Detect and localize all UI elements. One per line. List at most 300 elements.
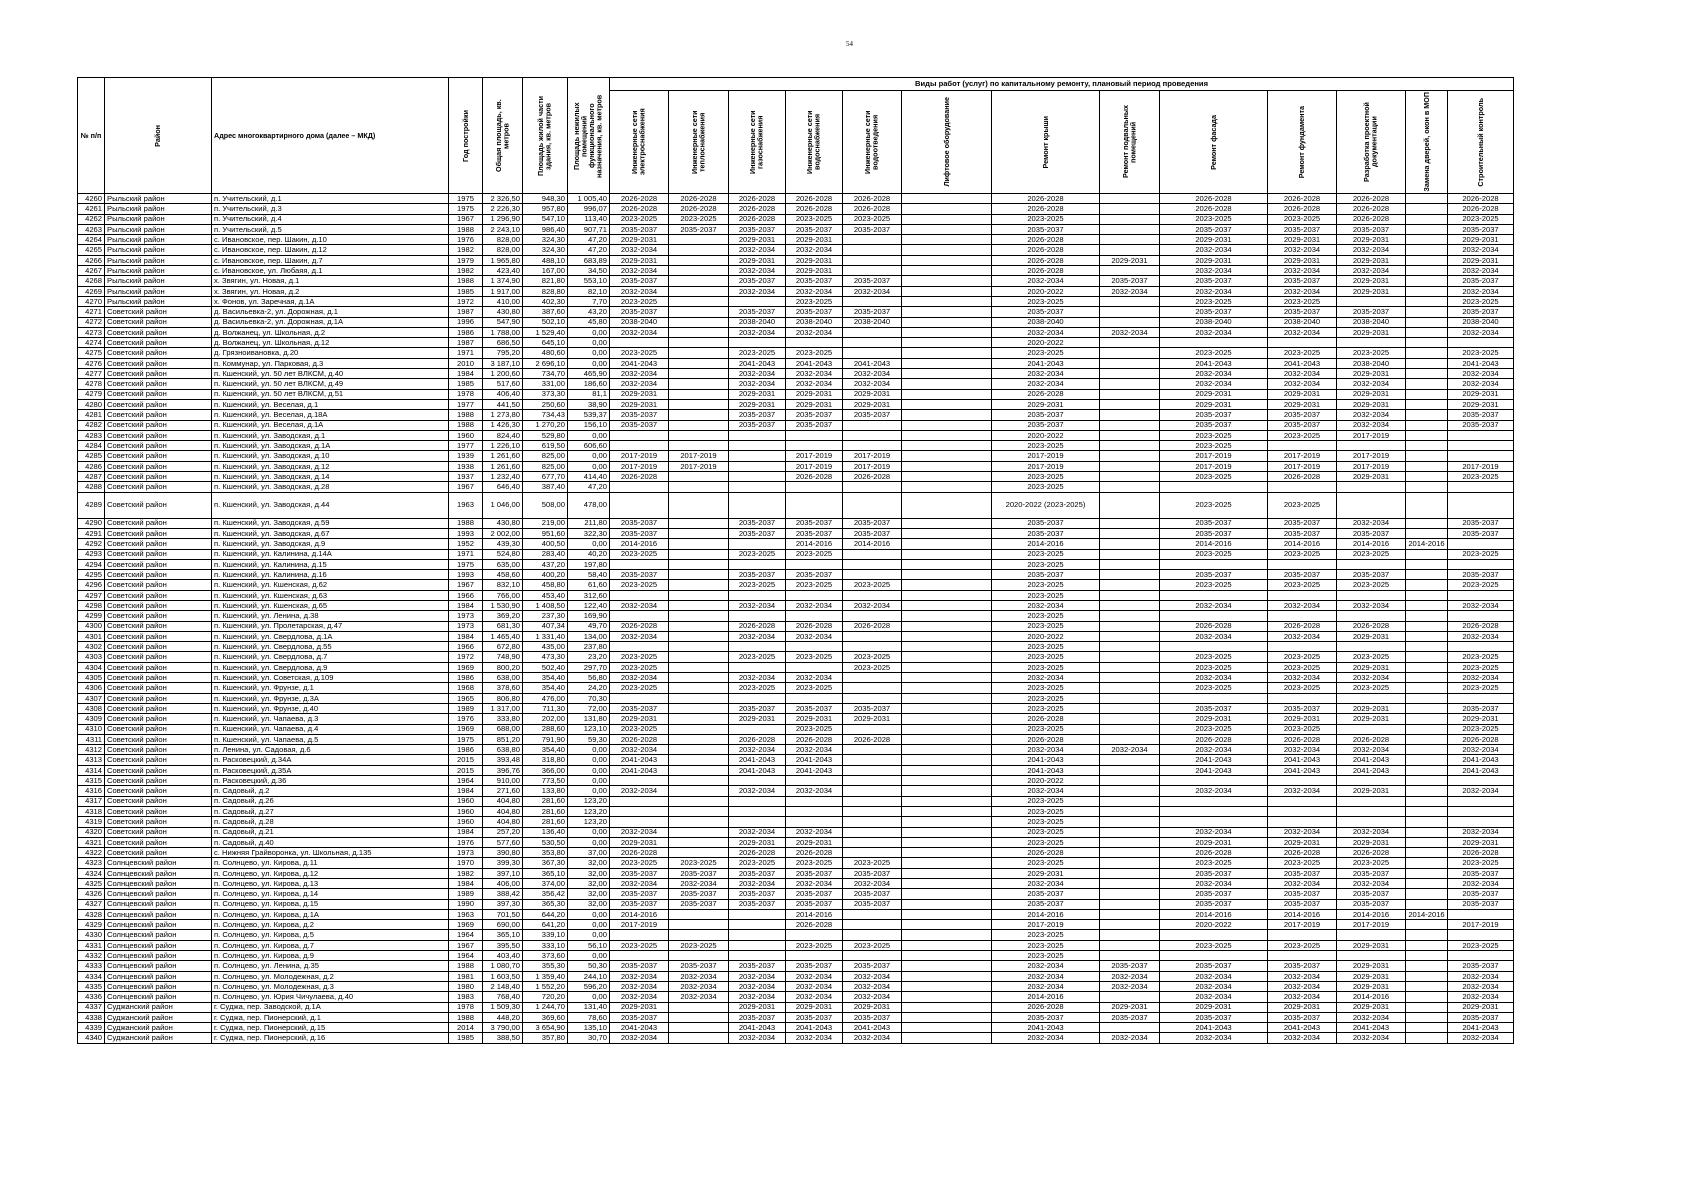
nonliving-area: 0,00 bbox=[568, 461, 610, 471]
table-row bbox=[78, 755, 1514, 765]
work-period bbox=[1448, 796, 1514, 806]
row-number: 4281 bbox=[78, 410, 105, 420]
nonliving-area: 0,00 bbox=[568, 430, 610, 440]
work-period: 2032-2034 bbox=[610, 981, 669, 991]
work-period: 2023-2025 bbox=[729, 580, 786, 590]
build-year: 1977 bbox=[449, 441, 483, 451]
work-period bbox=[1406, 971, 1448, 981]
table-row bbox=[78, 482, 1514, 492]
work-period bbox=[729, 461, 786, 471]
work-period bbox=[1100, 420, 1160, 430]
work-period bbox=[902, 714, 992, 724]
work-period bbox=[1100, 611, 1160, 621]
total-area: 672,80 bbox=[483, 642, 523, 652]
work-period: 2023-2025 bbox=[786, 858, 843, 868]
row-number: 4273 bbox=[78, 327, 105, 337]
living-area: 529,80 bbox=[523, 430, 568, 440]
total-area: 635,00 bbox=[483, 559, 523, 569]
living-area: 734,70 bbox=[523, 369, 568, 379]
work-period: 2035-2037 bbox=[610, 889, 669, 899]
district: Рыльский район bbox=[105, 204, 212, 214]
row-number: 4296 bbox=[78, 580, 105, 590]
nonliving-area: 56,80 bbox=[568, 673, 610, 683]
living-area: 219,00 bbox=[523, 518, 568, 528]
total-area: 423,40 bbox=[483, 266, 523, 276]
build-year: 1960 bbox=[449, 817, 483, 827]
nonliving-area: 0,00 bbox=[568, 348, 610, 358]
work-period: 2020-2022 bbox=[992, 286, 1100, 296]
work-period: 2038-2040 bbox=[786, 317, 843, 327]
work-period bbox=[1406, 662, 1448, 672]
living-area: 828,80 bbox=[523, 286, 568, 296]
work-period bbox=[669, 837, 729, 847]
nonliving-area: 135,10 bbox=[568, 1023, 610, 1033]
work-period bbox=[669, 1012, 729, 1022]
row-number: 4316 bbox=[78, 786, 105, 796]
work-period: 2032-2034 bbox=[669, 981, 729, 991]
work-period bbox=[1406, 621, 1448, 631]
build-year: 1976 bbox=[449, 837, 483, 847]
work-period bbox=[786, 662, 843, 672]
table-row bbox=[78, 971, 1514, 981]
work-period: 2023-2025 bbox=[992, 827, 1100, 837]
address: с. Нижняя Грайворонка, ул. Школьная, д.135 bbox=[212, 848, 449, 858]
row-number: 4335 bbox=[78, 981, 105, 991]
work-period: 2035-2037 bbox=[1160, 307, 1268, 317]
work-period: 2026-2028 bbox=[992, 848, 1100, 858]
nonliving-area: 72,00 bbox=[568, 703, 610, 713]
living-area: 354,40 bbox=[523, 683, 568, 693]
work-period: 2035-2037 bbox=[1337, 899, 1406, 909]
total-area: 806,80 bbox=[483, 693, 523, 703]
work-period: 2032-2034 bbox=[1100, 745, 1160, 755]
work-period bbox=[669, 631, 729, 641]
work-period bbox=[1100, 580, 1160, 590]
work-period bbox=[1268, 441, 1337, 451]
row-number: 4285 bbox=[78, 451, 105, 461]
work-period bbox=[1100, 683, 1160, 693]
work-period bbox=[1337, 590, 1406, 600]
work-period: 2026-2028 bbox=[992, 714, 1100, 724]
work-period: 2023-2025 bbox=[669, 940, 729, 950]
col-header-nonliving-area: Площадь нежилых помещений функционального назначения, кв. метров bbox=[568, 78, 610, 194]
total-area: 701,50 bbox=[483, 909, 523, 919]
build-year: 1984 bbox=[449, 600, 483, 610]
col-header-work-10: Разработка проектной документации bbox=[1337, 91, 1406, 194]
work-period: 2014-2016 bbox=[1268, 539, 1337, 549]
total-area: 378,60 bbox=[483, 683, 523, 693]
work-period: 2020-2022 bbox=[992, 776, 1100, 786]
row-number: 4311 bbox=[78, 734, 105, 744]
work-period: 2038-2040 bbox=[729, 317, 786, 327]
build-year: 1976 bbox=[449, 714, 483, 724]
living-area: 3 654,90 bbox=[523, 1023, 568, 1033]
work-period: 2029-2031 bbox=[1337, 255, 1406, 265]
work-period: 2023-2025 bbox=[992, 348, 1100, 358]
address: п. Садовый, д.40 bbox=[212, 837, 449, 847]
work-period: 2032-2034 bbox=[1160, 245, 1268, 255]
work-period: 2029-2031 bbox=[610, 837, 669, 847]
work-period: 2023-2025 bbox=[1268, 492, 1337, 518]
build-year: 1993 bbox=[449, 528, 483, 538]
work-period bbox=[729, 482, 786, 492]
build-year: 1938 bbox=[449, 461, 483, 471]
living-area: 355,30 bbox=[523, 961, 568, 971]
work-period bbox=[669, 920, 729, 930]
work-period: 2026-2028 bbox=[1160, 204, 1268, 214]
row-number: 4260 bbox=[78, 194, 105, 204]
work-period bbox=[1100, 755, 1160, 765]
work-period bbox=[1100, 369, 1160, 379]
work-period bbox=[1160, 693, 1268, 703]
work-period: 2017-2019 bbox=[786, 451, 843, 461]
work-period bbox=[669, 724, 729, 734]
address: п. Кшенский, ул. Веселая, д.1А bbox=[212, 420, 449, 430]
total-area: 1 080,70 bbox=[483, 961, 523, 971]
work-period bbox=[786, 796, 843, 806]
table-row bbox=[78, 837, 1514, 847]
nonliving-area: 49,70 bbox=[568, 621, 610, 631]
nonliving-area: 122,40 bbox=[568, 600, 610, 610]
work-period bbox=[1100, 817, 1160, 827]
work-period: 2023-2025 bbox=[1448, 662, 1514, 672]
work-period bbox=[902, 930, 992, 940]
work-period: 2035-2037 bbox=[786, 961, 843, 971]
work-period: 2035-2037 bbox=[1268, 899, 1337, 909]
nonliving-area: 907,71 bbox=[568, 224, 610, 234]
work-period: 2035-2037 bbox=[729, 570, 786, 580]
build-year: 1989 bbox=[449, 889, 483, 899]
district: Советский район bbox=[105, 549, 212, 559]
work-period bbox=[729, 920, 786, 930]
table-row bbox=[78, 745, 1514, 755]
row-number: 4336 bbox=[78, 992, 105, 1002]
district: Советский район bbox=[105, 451, 212, 461]
work-period bbox=[1100, 858, 1160, 868]
work-period: 2041-2043 bbox=[1448, 358, 1514, 368]
nonliving-area: 0,00 bbox=[568, 539, 610, 549]
work-period bbox=[1100, 1023, 1160, 1033]
work-period: 2032-2034 bbox=[992, 327, 1100, 337]
work-period: 2014-2016 bbox=[1337, 539, 1406, 549]
nonliving-area: 596,20 bbox=[568, 981, 610, 991]
work-period: 2032-2034 bbox=[610, 786, 669, 796]
work-period: 2017-2019 bbox=[669, 461, 729, 471]
row-number: 4338 bbox=[78, 1012, 105, 1022]
work-period: 2023-2025 bbox=[992, 796, 1100, 806]
work-period bbox=[669, 266, 729, 276]
work-period: 2035-2037 bbox=[729, 518, 786, 528]
table-row bbox=[78, 276, 1514, 286]
work-period: 2032-2034 bbox=[610, 369, 669, 379]
district: Солнцевский район bbox=[105, 951, 212, 961]
living-area: 821,80 bbox=[523, 276, 568, 286]
work-period bbox=[1406, 642, 1448, 652]
work-period bbox=[902, 1023, 992, 1033]
work-period: 2035-2037 bbox=[992, 410, 1100, 420]
row-number: 4319 bbox=[78, 817, 105, 827]
work-period: 2035-2037 bbox=[1448, 276, 1514, 286]
work-period bbox=[1100, 889, 1160, 899]
address: п. Кшенский, ул. Заводская, д.10 bbox=[212, 451, 449, 461]
work-period: 2029-2031 bbox=[1337, 703, 1406, 713]
nonliving-area: 123,20 bbox=[568, 817, 610, 827]
row-number: 4340 bbox=[78, 1033, 105, 1043]
table-row bbox=[78, 951, 1514, 961]
district: Солнцевский район bbox=[105, 858, 212, 868]
work-period: 2035-2037 bbox=[1448, 528, 1514, 538]
work-period: 2029-2031 bbox=[992, 399, 1100, 409]
work-period: 2023-2025 bbox=[1160, 652, 1268, 662]
work-period bbox=[669, 296, 729, 306]
work-period: 2029-2031 bbox=[1337, 369, 1406, 379]
work-period bbox=[669, 245, 729, 255]
work-period bbox=[669, 317, 729, 327]
work-period bbox=[1100, 724, 1160, 734]
total-area: 1 261,60 bbox=[483, 461, 523, 471]
nonliving-area: 50,30 bbox=[568, 961, 610, 971]
table-row bbox=[78, 539, 1514, 549]
total-area: 2 243,10 bbox=[483, 224, 523, 234]
col-header-work-8: Ремонт фасада bbox=[1160, 91, 1268, 194]
living-area: 373,30 bbox=[523, 389, 568, 399]
work-period: 2032-2034 bbox=[1268, 879, 1337, 889]
total-area: 395,50 bbox=[483, 940, 523, 950]
work-period: 2029-2031 bbox=[1268, 255, 1337, 265]
row-number: 4280 bbox=[78, 399, 105, 409]
work-period: 2035-2037 bbox=[843, 703, 902, 713]
work-period: 2032-2034 bbox=[1100, 981, 1160, 991]
work-period bbox=[843, 642, 902, 652]
nonliving-area: 131,80 bbox=[568, 714, 610, 724]
district: Солнцевский район bbox=[105, 981, 212, 991]
work-period: 2041-2043 bbox=[729, 755, 786, 765]
work-period: 2032-2034 bbox=[1160, 286, 1268, 296]
nonliving-area: 322,30 bbox=[568, 528, 610, 538]
work-period bbox=[1160, 590, 1268, 600]
district: Советский район bbox=[105, 430, 212, 440]
work-period bbox=[1406, 255, 1448, 265]
total-area: 524,80 bbox=[483, 549, 523, 559]
district: Советский район bbox=[105, 492, 212, 518]
work-period: 2029-2031 bbox=[1448, 837, 1514, 847]
work-period bbox=[1406, 369, 1448, 379]
work-period: 2035-2037 bbox=[610, 224, 669, 234]
district: Советский район bbox=[105, 410, 212, 420]
table-row bbox=[78, 492, 1514, 518]
nonliving-area: 539,37 bbox=[568, 410, 610, 420]
row-number: 4294 bbox=[78, 559, 105, 569]
work-period: 2032-2034 bbox=[1448, 600, 1514, 610]
nonliving-area: 43,20 bbox=[568, 307, 610, 317]
living-area: 677,70 bbox=[523, 472, 568, 482]
work-period: 2041-2043 bbox=[1160, 1023, 1268, 1033]
total-area: 547,90 bbox=[483, 317, 523, 327]
work-period: 2032-2034 bbox=[1268, 673, 1337, 683]
work-period bbox=[902, 765, 992, 775]
work-period: 2029-2031 bbox=[1448, 235, 1514, 245]
row-number: 4331 bbox=[78, 940, 105, 950]
living-area: 437,20 bbox=[523, 559, 568, 569]
build-year: 1988 bbox=[449, 276, 483, 286]
work-period bbox=[1406, 899, 1448, 909]
work-period: 2023-2025 bbox=[992, 652, 1100, 662]
work-period: 2032-2034 bbox=[843, 379, 902, 389]
district: Солнцевский район bbox=[105, 868, 212, 878]
work-period: 2032-2034 bbox=[843, 286, 902, 296]
build-year: 1971 bbox=[449, 549, 483, 559]
work-period bbox=[1448, 492, 1514, 518]
total-area: 1 046,00 bbox=[483, 492, 523, 518]
work-period bbox=[669, 765, 729, 775]
work-period bbox=[902, 317, 992, 327]
row-number: 4277 bbox=[78, 369, 105, 379]
district: Советский район bbox=[105, 673, 212, 683]
work-period: 2035-2037 bbox=[1448, 518, 1514, 528]
work-period: 2023-2025 bbox=[1448, 472, 1514, 482]
total-area: 458,60 bbox=[483, 570, 523, 580]
work-period: 2041-2043 bbox=[1337, 1023, 1406, 1033]
living-area: 1 529,40 bbox=[523, 327, 568, 337]
nonliving-area: 0,00 bbox=[568, 827, 610, 837]
work-period bbox=[1100, 673, 1160, 683]
work-period: 2032-2034 bbox=[729, 631, 786, 641]
work-period: 2041-2043 bbox=[786, 765, 843, 775]
work-period bbox=[729, 590, 786, 600]
district: Советский район bbox=[105, 848, 212, 858]
work-period: 2035-2037 bbox=[610, 1012, 669, 1022]
work-period: 2023-2025 bbox=[1268, 296, 1337, 306]
work-period bbox=[1100, 224, 1160, 234]
work-period: 2032-2034 bbox=[610, 631, 669, 641]
district: Рыльский район bbox=[105, 286, 212, 296]
work-period: 2029-2031 bbox=[1337, 837, 1406, 847]
work-period: 2029-2031 bbox=[610, 235, 669, 245]
row-number: 4269 bbox=[78, 286, 105, 296]
table-row bbox=[78, 734, 1514, 744]
work-period bbox=[843, 420, 902, 430]
total-area: 448,20 bbox=[483, 1012, 523, 1022]
living-area: 402,30 bbox=[523, 296, 568, 306]
work-period bbox=[1100, 879, 1160, 889]
work-period bbox=[1268, 559, 1337, 569]
work-period: 2032-2034 bbox=[1448, 786, 1514, 796]
work-period: 2035-2037 bbox=[843, 868, 902, 878]
work-period bbox=[1337, 611, 1406, 621]
work-period bbox=[1160, 930, 1268, 940]
work-period: 2035-2037 bbox=[1160, 961, 1268, 971]
work-period bbox=[669, 642, 729, 652]
work-period: 2035-2037 bbox=[610, 528, 669, 538]
living-area: 1 408,50 bbox=[523, 600, 568, 610]
build-year: 1939 bbox=[449, 451, 483, 461]
address: п. Солнцево, ул. Кирова, д.1А bbox=[212, 909, 449, 919]
work-period bbox=[1406, 920, 1448, 930]
work-period bbox=[669, 338, 729, 348]
total-area: 1 374,90 bbox=[483, 276, 523, 286]
work-period: 2026-2028 bbox=[1268, 734, 1337, 744]
work-period: 2023-2025 bbox=[1337, 683, 1406, 693]
work-period: 2026-2028 bbox=[786, 194, 843, 204]
work-period: 2026-2028 bbox=[843, 734, 902, 744]
living-area: 250,60 bbox=[523, 399, 568, 409]
work-period: 2038-2040 bbox=[610, 317, 669, 327]
total-area: 828,00 bbox=[483, 245, 523, 255]
district: Солнцевский район bbox=[105, 909, 212, 919]
work-period bbox=[843, 745, 902, 755]
work-period: 2023-2025 bbox=[1337, 348, 1406, 358]
work-period bbox=[1337, 296, 1406, 306]
work-period: 2014-2016 bbox=[1268, 909, 1337, 919]
work-period: 2029-2031 bbox=[1337, 389, 1406, 399]
work-period: 2029-2031 bbox=[786, 1002, 843, 1012]
total-area: 690,00 bbox=[483, 920, 523, 930]
work-period: 2023-2025 bbox=[1448, 652, 1514, 662]
address: п. Кшенский, ул. Пролетарская, д.47 bbox=[212, 621, 449, 631]
work-period: 2032-2034 bbox=[729, 369, 786, 379]
work-period: 2023-2025 bbox=[1268, 652, 1337, 662]
work-period bbox=[902, 724, 992, 734]
work-period: 2035-2037 bbox=[610, 868, 669, 878]
work-period: 2032-2034 bbox=[786, 327, 843, 337]
work-period bbox=[669, 714, 729, 724]
work-period bbox=[1100, 307, 1160, 317]
work-period: 2032-2034 bbox=[1268, 1033, 1337, 1043]
work-period: 2023-2025 bbox=[786, 214, 843, 224]
work-period bbox=[669, 410, 729, 420]
work-period: 2035-2037 bbox=[729, 410, 786, 420]
work-period bbox=[1406, 940, 1448, 950]
work-period bbox=[1100, 441, 1160, 451]
work-period: 2032-2034 bbox=[992, 369, 1100, 379]
work-period: 2023-2025 bbox=[843, 662, 902, 672]
address: д. Грязноивановка, д.20 bbox=[212, 348, 449, 358]
work-period: 2023-2025 bbox=[786, 549, 843, 559]
work-period bbox=[1337, 796, 1406, 806]
work-period: 2032-2034 bbox=[1448, 971, 1514, 981]
row-number: 4298 bbox=[78, 600, 105, 610]
living-area: 530,50 bbox=[523, 837, 568, 847]
build-year: 1989 bbox=[449, 703, 483, 713]
work-period: 2029-2031 bbox=[1160, 399, 1268, 409]
nonliving-area: 56,10 bbox=[568, 940, 610, 950]
work-period bbox=[1100, 492, 1160, 518]
work-period bbox=[1100, 631, 1160, 641]
work-period: 2032-2034 bbox=[1448, 879, 1514, 889]
work-period: 2032-2034 bbox=[1448, 379, 1514, 389]
work-period bbox=[1406, 837, 1448, 847]
work-period: 2023-2025 bbox=[1160, 858, 1268, 868]
total-area: 404,80 bbox=[483, 817, 523, 827]
nonliving-area: 169,90 bbox=[568, 611, 610, 621]
district: Советский район bbox=[105, 611, 212, 621]
work-period bbox=[1406, 379, 1448, 389]
work-period: 2035-2037 bbox=[1160, 276, 1268, 286]
work-period bbox=[1337, 951, 1406, 961]
work-period bbox=[1100, 317, 1160, 327]
work-period: 2032-2034 bbox=[1448, 245, 1514, 255]
work-period bbox=[902, 703, 992, 713]
build-year: 1985 bbox=[449, 1033, 483, 1043]
living-area: 167,00 bbox=[523, 266, 568, 276]
living-area: 353,80 bbox=[523, 848, 568, 858]
work-period: 2032-2034 bbox=[1160, 266, 1268, 276]
living-area: 281,60 bbox=[523, 806, 568, 816]
nonliving-area: 32,00 bbox=[568, 858, 610, 868]
work-period bbox=[1100, 703, 1160, 713]
work-period: 2035-2037 bbox=[729, 961, 786, 971]
address: п. Кшенский, ул. Калинина, д.16 bbox=[212, 570, 449, 580]
